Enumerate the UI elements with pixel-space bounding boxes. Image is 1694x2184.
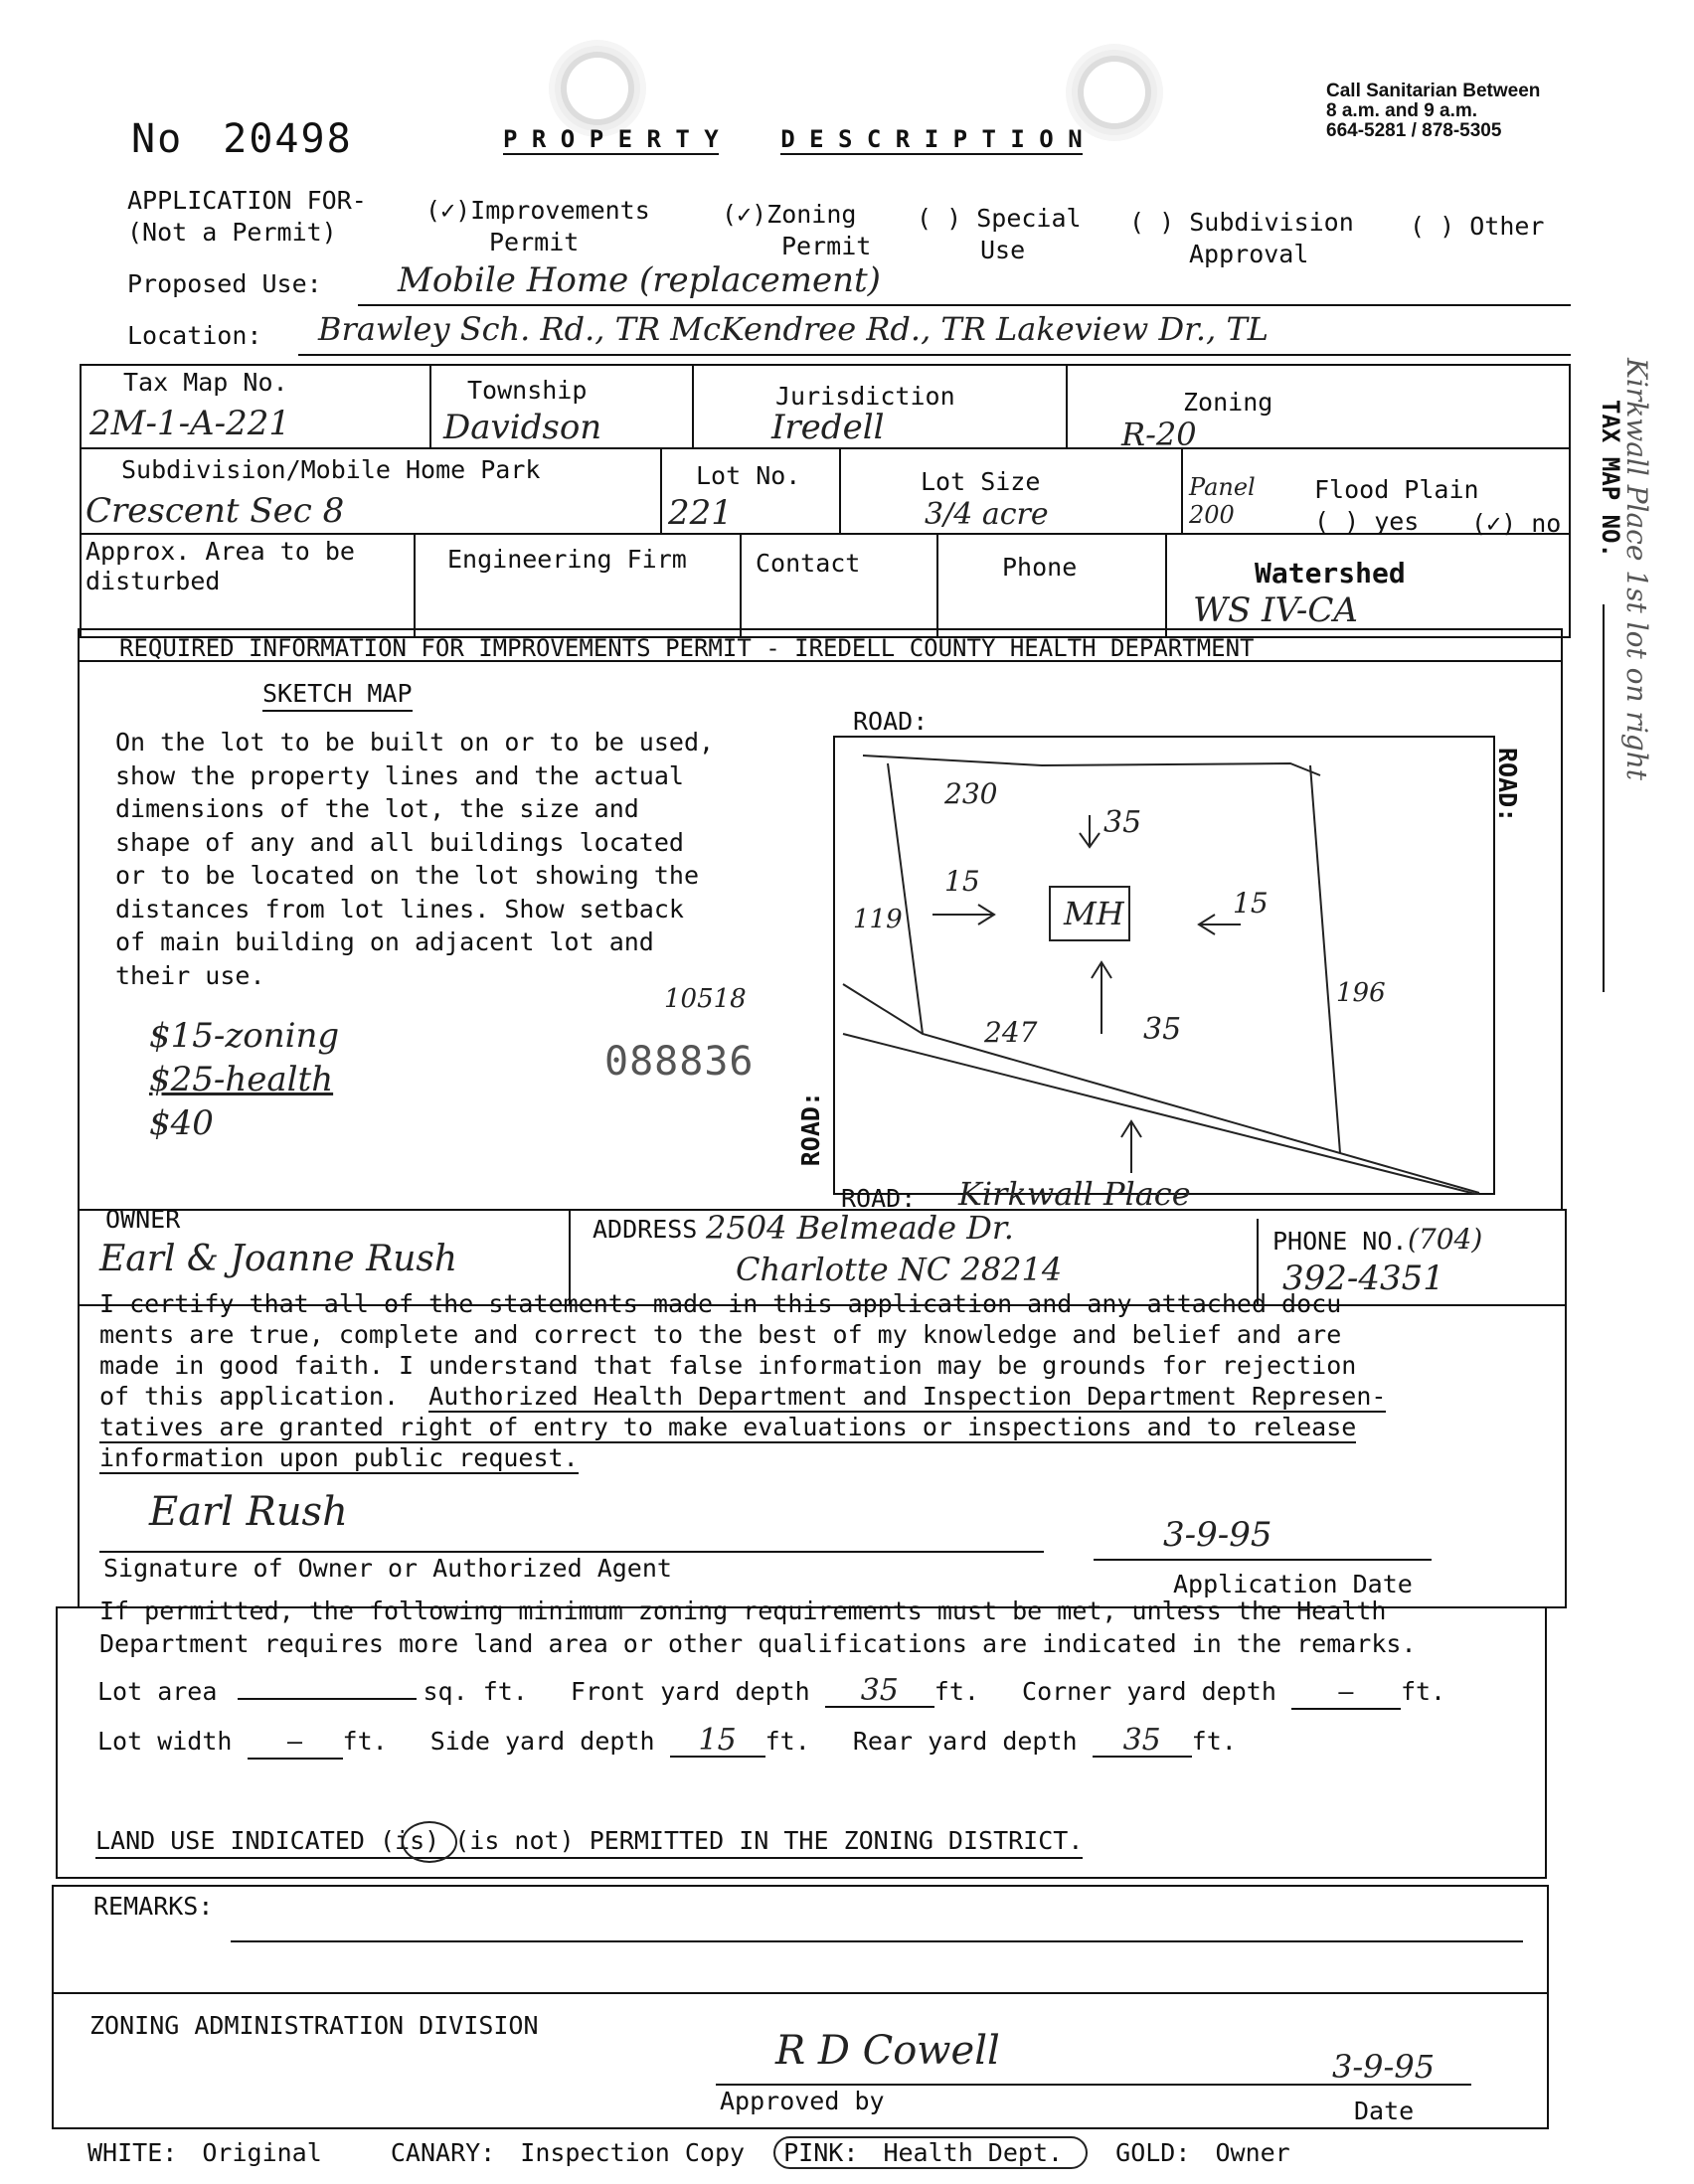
corner-yard-field[interactable]: — — [1291, 1676, 1401, 1710]
flood-plain-label: Flood Plain — [1314, 475, 1479, 504]
page-title — [503, 123, 1083, 155]
fee-zoning: $15-zoning — [149, 1016, 340, 1056]
number-value: 20498 — [223, 116, 353, 162]
application-date[interactable]: 3-9-95 — [1163, 1515, 1272, 1555]
grid-col — [839, 447, 841, 533]
lot-area-field[interactable] — [238, 1698, 417, 1700]
approved-date-label: Date — [1354, 2097, 1415, 2125]
pink-copy: PINK: Health Dept. — [773, 2136, 1088, 2169]
call-line3: 664-5281 / 878-5305 — [1326, 120, 1502, 141]
required-heading: REQUIRED INFORMATION FOR IMPROVEMENTS PERMIT - IREDELL COUNTY HEALTH DEPARTMENT — [119, 634, 1255, 662]
lot-size-value[interactable]: 3/4 acre — [925, 497, 1049, 532]
receipt-number: 088836 — [604, 1039, 755, 1085]
owner-value[interactable]: Earl & Joanne Rush — [99, 1239, 458, 1279]
watershed-value[interactable]: WS IV-CA — [1193, 590, 1358, 630]
panel-value[interactable]: Panel 200 — [1189, 473, 1256, 529]
proposed-use-label: Proposed Use: — [127, 269, 322, 298]
approved-date[interactable]: 3-9-95 — [1332, 2048, 1436, 2086]
address-label: ADDRESS — [593, 1215, 698, 1244]
date-line — [1094, 1559, 1432, 1561]
certify-text: I certify that all of the statements made in this application and any attached docu- ments are true, complete and correct to the best of my knowledge and belief and are made in good faith. I understand that false information may be grounds for rejection of this application. Authorized Health Department and Inspection Department Represen- tatives are granted right of entry to make evaluations or inspections and to release information upon public request. — [99, 1289, 1387, 1472]
grid-col — [660, 447, 662, 533]
call-line1: Call Sanitarian Between — [1326, 81, 1541, 101]
grid-col — [936, 533, 938, 638]
township-label: Township — [467, 376, 588, 405]
dim-rear-setback: 35 — [1143, 1012, 1182, 1047]
sketch-drawing — [833, 736, 1495, 1195]
dim-front-setback: 35 — [1103, 805, 1142, 840]
approver-signature[interactable]: R D Cowell — [775, 2028, 1000, 2074]
dim-side-left: 15 — [944, 865, 980, 898]
option-mark: (✓) — [425, 196, 471, 225]
zoning-value[interactable]: R-20 — [1121, 416, 1197, 453]
is-circle — [402, 1821, 457, 1863]
dim-bottom: 247 — [984, 1016, 1038, 1049]
sketch-mh: MH — [1064, 895, 1124, 932]
zoning-label: Zoning — [1183, 388, 1273, 417]
sketch-instructions: On the lot to be built on or to be used, show the property lines and the actual dimensions of the lot, the size and shape of any and all buildings located or to be located on the lot showing the distances from lot lines. Show setback of main building on adjacent lot and their use. — [115, 728, 715, 990]
phone-value[interactable]: 392-4351 — [1282, 1259, 1444, 1298]
tax-map-value[interactable]: 2M-1-A-221 — [89, 404, 290, 443]
dim-top: 230 — [944, 777, 998, 810]
zoning-row-1: Lot area sq. ft. Front yard depth 35 ft. Corner yard depth — ft. — [97, 1673, 1446, 1708]
land-use-statement: LAND USE INDICATED (is) (is not) PERMITTED IN THE ZONING DISTRICT. — [95, 1825, 1083, 1859]
lot-line-right — [1310, 765, 1340, 1153]
phone-label: Phone — [1002, 553, 1078, 582]
rear-yard-field[interactable]: 35 — [1093, 1726, 1192, 1758]
owner-signature[interactable]: Earl Rush — [149, 1489, 348, 1535]
road-left-label: ROAD: — [796, 1092, 825, 1167]
application-for: APPLICATION FOR- — [127, 186, 367, 215]
option-mark: ( ) — [917, 204, 962, 233]
lot-no-label: Lot No. — [696, 461, 801, 490]
proposed-use-value[interactable]: Mobile Home (replacement) — [398, 260, 881, 300]
grid-col — [740, 533, 742, 638]
number-label: No — [131, 116, 184, 162]
front-yard-field[interactable]: 35 — [825, 1676, 934, 1708]
grid-col — [1181, 447, 1183, 533]
grid-row-divider-1 — [80, 447, 1571, 449]
option-mark: ( ) — [1410, 212, 1455, 241]
owner-label: OWNER — [105, 1205, 181, 1234]
option-zoning[interactable]: (✓)Zoning Permit — [722, 200, 872, 260]
sketch-map-title: SKETCH MAP — [262, 678, 413, 712]
contact-label: Contact — [756, 549, 861, 578]
phone-no-label: PHONE NO. — [1272, 1227, 1408, 1256]
subdivision-value[interactable]: Crescent Sec 8 — [85, 491, 345, 531]
option-mark: ( ) — [1129, 208, 1175, 237]
copy-distribution: WHITE: Original CANARY: Inspection Copy PINK: Health Dept. GOLD: Owner — [87, 2138, 1290, 2167]
option-special-use[interactable]: ( ) Special Use — [917, 204, 1082, 264]
side-label-line — [1603, 604, 1605, 992]
dim-side-right: 15 — [1233, 887, 1269, 920]
tax-map-label: Tax Map No. — [123, 368, 288, 397]
location-line — [298, 354, 1571, 356]
approved-by-label: Approved by — [720, 2087, 885, 2115]
remarks-line-1 — [231, 1940, 1523, 1942]
road-top-label: ROAD: — [853, 707, 929, 736]
title-description: D E S C R I P T I O N — [780, 125, 1083, 153]
flood-no[interactable]: (✓) no — [1471, 509, 1562, 538]
lot-size-label: Lot Size — [921, 467, 1041, 496]
form-number — [131, 117, 353, 161]
title-property: P R O P E R T Y — [503, 125, 719, 153]
zoning-row-2: Lot width — ft. Side yard depth 15 ft. Rear yard depth 35 ft. — [97, 1723, 1237, 1758]
jurisdiction-value[interactable]: Iredell — [771, 408, 885, 447]
engineering-firm-label: Engineering Firm — [447, 545, 687, 574]
location-label: Location: — [127, 321, 262, 350]
watershed-label: Watershed — [1255, 557, 1406, 589]
road-edge-2 — [843, 1034, 1479, 1195]
subdivision-label: Subdivision/Mobile Home Park — [121, 455, 541, 484]
remarks-label: REMARKS: — [93, 1892, 214, 1921]
grid-col — [1165, 533, 1167, 638]
lot-width-field[interactable]: — — [248, 1726, 343, 1760]
grid-col — [429, 364, 431, 447]
address-line2[interactable]: Charlotte NC 28214 — [736, 1251, 1063, 1288]
punch-hole-right — [1084, 62, 1145, 123]
dim-right: 196 — [1336, 978, 1386, 1008]
application-note: (Not a Permit) — [127, 218, 337, 247]
tax-map-side-label: TAX MAP NO. — [1597, 400, 1624, 558]
lot-line-top — [863, 756, 1320, 775]
lot-line-left — [888, 763, 923, 1034]
road-right-label: ROAD: — [1493, 748, 1522, 823]
flood-yes[interactable]: ( ) yes — [1314, 507, 1420, 536]
phone-area[interactable]: (704) — [1408, 1223, 1483, 1256]
township-value[interactable]: Davidson — [443, 408, 602, 447]
zoning-admin-division: ZONING ADMINISTRATION DIVISION — [89, 2011, 539, 2040]
option-mark: (✓) — [722, 200, 767, 229]
fee-health: $25-health — [149, 1060, 334, 1099]
road-bottom-value: Kirkwall Place — [958, 1175, 1191, 1213]
road-bottom-label: ROAD: — [841, 1184, 917, 1213]
option-subdivision[interactable]: ( ) Subdivision Approval — [1129, 208, 1354, 268]
signature-label: Signature of Owner or Authorized Agent — [103, 1554, 672, 1583]
application-label — [127, 185, 367, 249]
location-value[interactable]: Brawley Sch. Rd., TR McKendree Rd., TR Lakeview Dr., TL — [318, 310, 1270, 348]
fee-notes — [149, 1014, 339, 1145]
fee-total: $40 — [149, 1103, 214, 1143]
call-sanitarian — [1326, 82, 1540, 141]
remarks-line-2 — [52, 1992, 1549, 1994]
jurisdiction-label: Jurisdiction — [775, 382, 955, 411]
proposed-use-line — [358, 304, 1571, 306]
option-other[interactable]: ( ) Other — [1410, 212, 1545, 241]
punch-hole-left — [567, 58, 628, 119]
call-line2: 8 a.m. and 9 a.m. — [1326, 100, 1478, 121]
option-improvements[interactable]: (✓)Improvements Permit — [425, 196, 650, 256]
grid-col — [1066, 364, 1068, 447]
area-label: Approx. Area to be disturbed — [85, 537, 355, 595]
application-date-label: Application Date — [1173, 1570, 1413, 1598]
address-line1[interactable]: 2504 Belmeade Dr. — [706, 1209, 1014, 1247]
grid-col — [414, 533, 416, 638]
receipt-small: 10518 — [664, 984, 747, 1014]
lot-no-value[interactable]: 221 — [668, 493, 733, 533]
dim-left: 119 — [853, 905, 903, 934]
margin-note: Kirkwall Place 1st lot on right — [1620, 358, 1653, 780]
zoning-intro: If permitted, the following minimum zoning requirements must be met, unless the Health Department requires more land area or other qualifications are indicated in the remarks. — [99, 1596, 1417, 1658]
side-yard-field[interactable]: 15 — [670, 1726, 765, 1758]
grid-col — [692, 364, 694, 447]
